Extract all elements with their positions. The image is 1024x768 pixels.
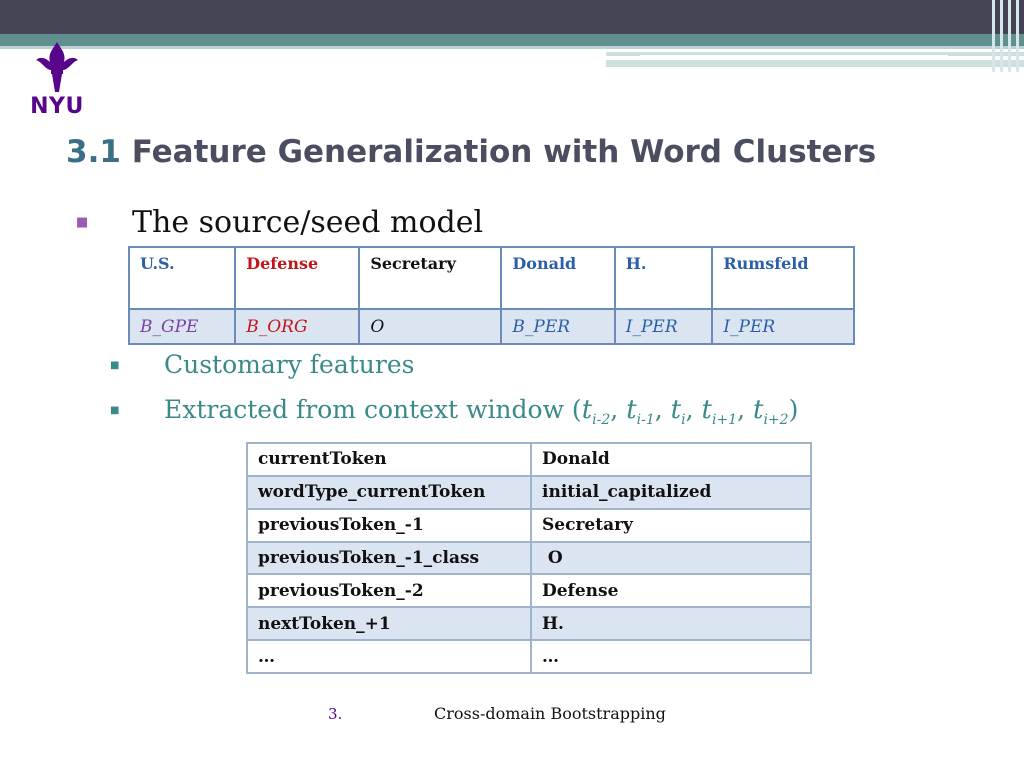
sub-bullet-context bbox=[164, 395, 798, 428]
square-bullet-icon: ■ bbox=[110, 360, 120, 371]
feature-name-cell: wordType_currentToken bbox=[247, 476, 531, 509]
header-vertical-lines bbox=[988, 0, 1024, 72]
seed-label-cell: I_PER bbox=[615, 309, 713, 344]
seed-token-cell: Secretary bbox=[359, 247, 501, 309]
seed-label-cell: I_PER bbox=[712, 309, 854, 344]
subscript: i bbox=[681, 412, 686, 428]
feature-value-cell: initial_capitalized bbox=[531, 476, 811, 509]
sub-bullet-text: Customary features bbox=[164, 350, 415, 379]
bullet-text: The source/seed model bbox=[132, 205, 484, 240]
nyu-logo bbox=[24, 40, 90, 120]
feature-name-cell: previousToken_-1 bbox=[247, 509, 531, 542]
seed-label-cell: B_PER bbox=[501, 309, 614, 344]
context-prefix: Extracted from context window ( bbox=[164, 395, 582, 424]
table-row bbox=[247, 640, 811, 673]
feature-name-cell: currentToken bbox=[247, 443, 531, 476]
table-row bbox=[247, 542, 811, 575]
seed-token-cell: Rumsfeld bbox=[712, 247, 854, 309]
t-symbol: t bbox=[670, 395, 682, 425]
header-stripe-highlight bbox=[640, 55, 948, 57]
subscript: i-1 bbox=[636, 412, 655, 428]
feature-table bbox=[246, 442, 812, 674]
seed-token-cell: H. bbox=[615, 247, 713, 309]
comma: , bbox=[654, 395, 671, 424]
seed-model-table bbox=[128, 246, 855, 345]
feature-value-cell: Secretary bbox=[531, 509, 811, 542]
table-row bbox=[247, 476, 811, 509]
feature-value-cell: … bbox=[531, 640, 811, 673]
title-text: Feature Generalization with Word Clusters bbox=[120, 134, 877, 170]
page-title bbox=[66, 134, 876, 170]
square-bullet-icon: ■ bbox=[110, 405, 120, 416]
table-row bbox=[247, 574, 811, 607]
t-symbol: t bbox=[701, 395, 712, 425]
t-symbol: t bbox=[753, 395, 764, 425]
title-number: 3.1 bbox=[66, 134, 121, 170]
seed-token-cell: U.S. bbox=[129, 247, 235, 309]
t-symbol: t bbox=[626, 395, 637, 425]
table-row bbox=[247, 443, 811, 476]
comma: , bbox=[737, 395, 753, 424]
footer-text: Cross-domain Bootstrapping bbox=[434, 704, 666, 723]
feature-name-cell: nextToken_+1 bbox=[247, 607, 531, 640]
comma: , bbox=[685, 395, 702, 424]
seed-token-cell: Defense bbox=[235, 247, 359, 309]
feature-name-cell: … bbox=[247, 640, 531, 673]
feature-value-cell: Donald bbox=[531, 443, 811, 476]
seed-token-cell: Donald bbox=[501, 247, 614, 309]
torch-icon bbox=[24, 40, 90, 94]
square-bullet-icon: ■ bbox=[76, 215, 89, 230]
header-stripe bbox=[606, 60, 1024, 67]
seed-label-cell: B_ORG bbox=[235, 309, 359, 344]
feature-value-cell: O bbox=[531, 542, 811, 575]
header-bar-pale bbox=[0, 46, 1024, 49]
header-bar-dark bbox=[0, 0, 1024, 34]
comma: , bbox=[610, 395, 627, 424]
header-bar-teal bbox=[0, 34, 1024, 46]
logo-text: NYU bbox=[30, 94, 84, 119]
feature-name-cell: previousToken_-1_class bbox=[247, 542, 531, 575]
subscript: i+2 bbox=[763, 412, 789, 428]
subscript: i+1 bbox=[711, 412, 738, 428]
seed-label-cell: O bbox=[359, 309, 501, 344]
subscript: i-2 bbox=[592, 412, 611, 428]
seed-label-cell: B_GPE bbox=[129, 309, 235, 344]
t-symbol: t bbox=[581, 395, 593, 425]
feature-value-cell: Defense bbox=[531, 574, 811, 607]
table-row bbox=[247, 509, 811, 542]
feature-value-cell: H. bbox=[531, 607, 811, 640]
feature-name-cell: previousToken_-2 bbox=[247, 574, 531, 607]
close-paren: ) bbox=[788, 395, 799, 424]
table-row bbox=[247, 607, 811, 640]
slide-number: 3. bbox=[328, 705, 343, 723]
